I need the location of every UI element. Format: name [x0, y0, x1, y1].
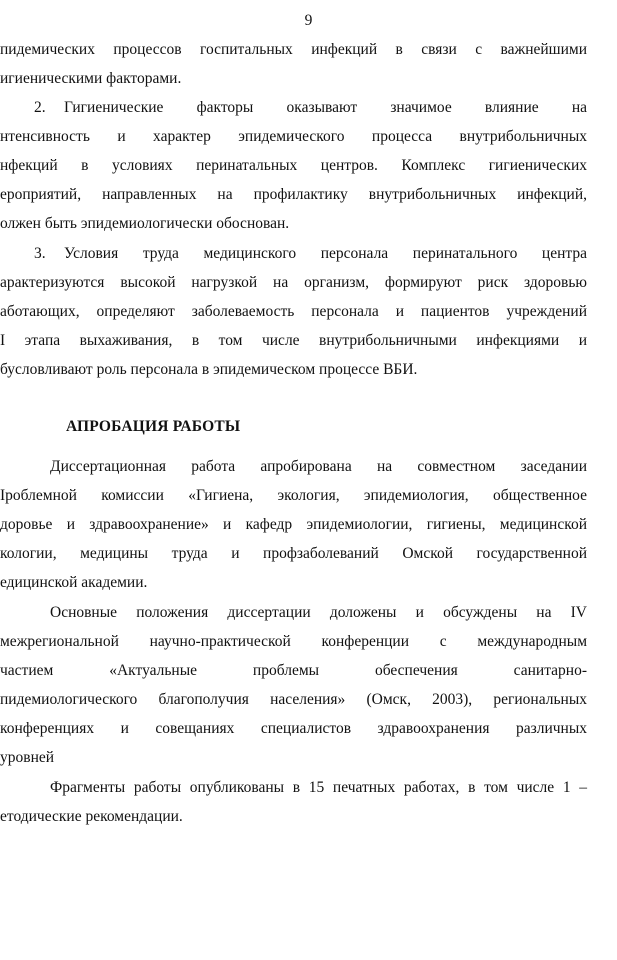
list-item-2-first-line [0, 98, 587, 118]
text-line: Диссертационная работа апробирована на совместном заседании [50, 458, 587, 475]
text-line: конференциях и совещаниях специалистов здравоохранения различных [0, 720, 587, 737]
list-item-3-first-line [0, 244, 587, 264]
text-line: пидемиологического благополучия населения» (Омск, 2003), региональных [0, 691, 587, 708]
text-line: бусловливают роль персонала в эпидемическом процессе ВБИ. [0, 361, 418, 378]
text-line: олжен быть эпидемиологически обоснован. [0, 215, 290, 232]
list-number: 2. [34, 99, 46, 116]
text-line: межрегиональной научно-практической конференции с международным [0, 633, 587, 650]
text-line: ероприятий, направленных на профилактику внутрибольничных инфекций, [0, 186, 587, 203]
text-line: Условия труда медицинского персонала перинатального центра [64, 245, 587, 262]
text-line: пидемических процессов госпитальных инфекций в связи с важнейшими [0, 41, 587, 58]
text-line: нфекций в условиях перинатальных центров. Комплекс гигиенических [0, 157, 587, 174]
page-number: 9 [304, 12, 313, 29]
text-line: Основные положения диссертации доложены и обсуждены на IV [50, 604, 587, 621]
text-line: доровье и здравоохранение» и кафедр эпидемиологии, гигиены, медицинской [0, 516, 587, 533]
list-number: 3. [34, 245, 46, 262]
text-line: I этапа выхаживания, в том числе внутрибольничными инфекциями и [0, 332, 587, 349]
text-line: частием «Актуальные проблемы обеспечения санитарно- [0, 662, 587, 679]
section-heading: АПРОБАЦИЯ РАБОТЫ [66, 418, 241, 435]
text-line: Гигиенические факторы оказывают значимое влияние на [64, 99, 587, 116]
text-line: аботающих, определяют заболеваемость персонала и пациентов учреждений [0, 303, 587, 320]
text-line: нтенсивность и характер эпидемического процесса внутрибольничных [0, 128, 587, 145]
text-line: игиеническими факторами. [0, 70, 182, 87]
text-line: кологии, медицины труда и профзаболеваний Омской государственной [0, 545, 587, 562]
text-line: едицинской академии. [0, 574, 148, 591]
text-line: етодические рекомендации. [0, 808, 183, 825]
text-line: арактеризуются высокой нагрузкой на организм, формируют риск здоровью [0, 274, 587, 291]
text-line: Фрагменты работы опубликованы в 15 печатных работах, в том числе 1 – [50, 779, 587, 796]
text-line: уровней [0, 749, 55, 766]
text-line: Іроблемной комиссии «Гигиена, экология, эпидемиология, общественное [0, 487, 587, 504]
